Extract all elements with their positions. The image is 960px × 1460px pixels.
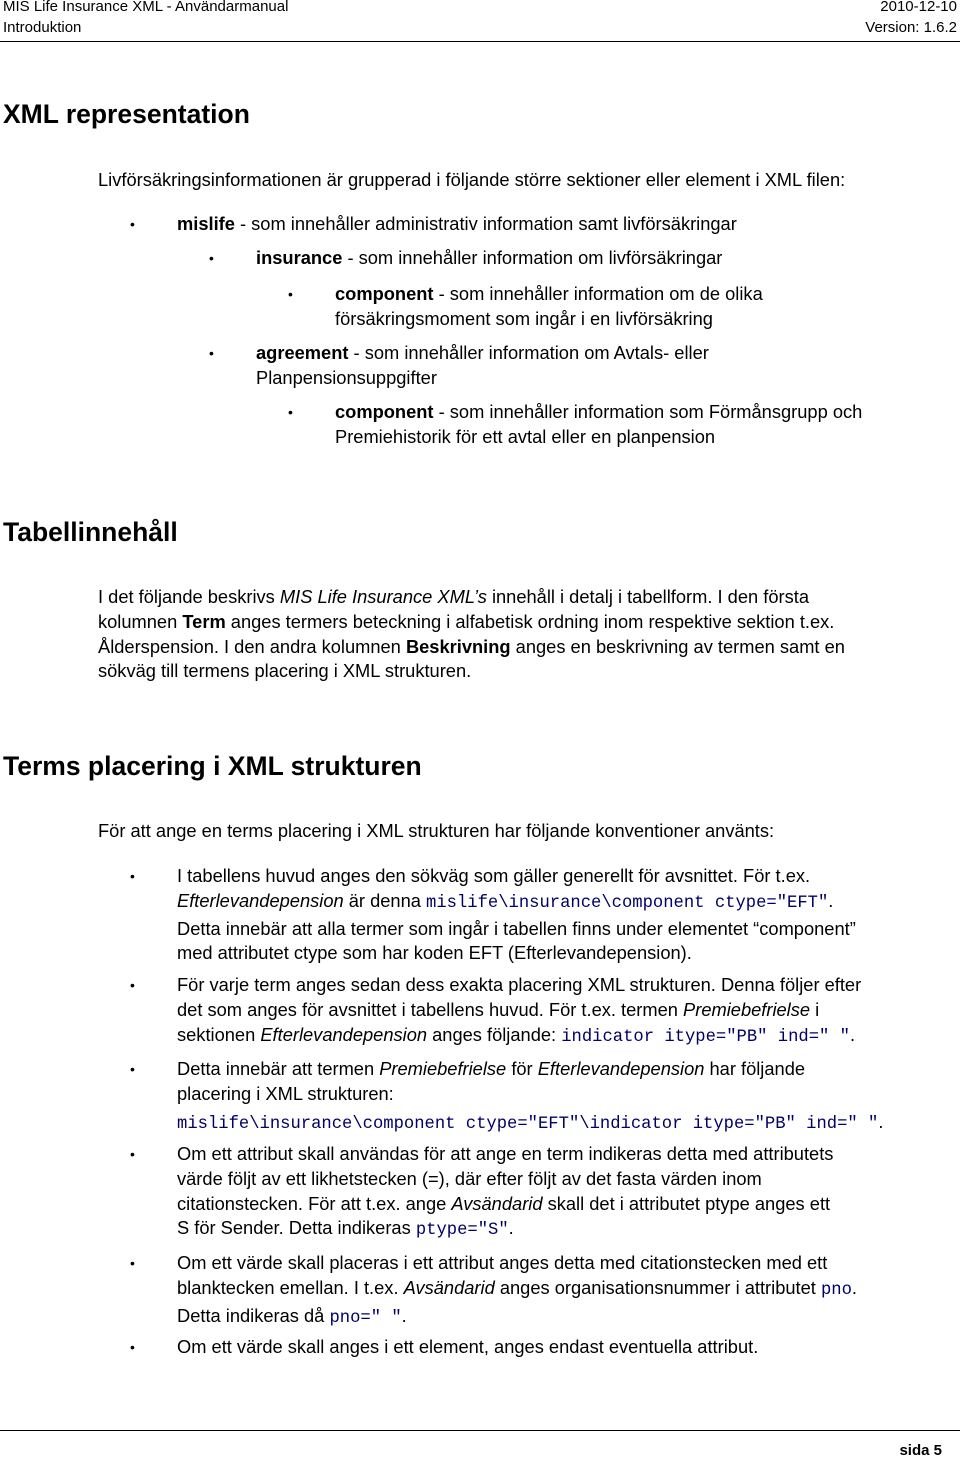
convention-item-exact-placement: För varje term anges sedan dess exakta placering XML strukturen. Denna följer efter det som anges för avsnittet i tabellens huvud. För t.ex. termen Premiebefrielse i sektionen Efterlevandepension anges följande: indicator itype="PB" ind=" ". — [177, 974, 862, 1047]
xml-representation-intro: Livförsäkringsinformationen är grupperad i följande större sektioner eller element i XML filen: — [98, 169, 846, 190]
header-divider — [0, 41, 960, 42]
footer-divider — [0, 1430, 960, 1431]
bullet-mark: • — [288, 404, 293, 420]
bullet-mark: • — [209, 250, 214, 266]
bullet-mark: • — [209, 345, 214, 361]
bullet-mark: • — [130, 1061, 135, 1077]
terms-placering-heading: Terms placering i XML strukturen — [3, 751, 422, 781]
code-snippet: mislife\insurance\component ctype="EFT"\indicator itype="PB" ind=" " — [177, 1114, 879, 1134]
code-snippet: indicator itype="PB" ind=" " — [561, 1027, 851, 1047]
convention-item-table-header: I tabellens huvud anges den sökväg som gäller generellt för avsnittet. För t.ex. Efterlevandepension är denna mislife\insurance\component ctype="EFT". Detta innebär att alla termer som ingår i tabellen finns under elementet “component” med attributet ctype som har koden EFT (Efterlevandepension). — [177, 865, 856, 964]
list-item-component-agreement: component - som innehåller information som Förmånsgrupp och Premiehistorik för ett avtal eller en planpension — [335, 401, 863, 447]
document-version: Version: 1.6.2 — [865, 19, 957, 36]
xml-representation-heading: XML representation — [3, 99, 250, 129]
bullet-mark: • — [130, 977, 135, 993]
document-date: 2010-12-10 — [880, 0, 957, 15]
convention-item-attribute-placeholder: Om ett värde skall placeras i ett attribut anges detta med citationstecken med ett blanktecken emellan. I t.ex. Avsändarid anges organisationsnummer i attributet pno. Detta indikeras då pno=" ". — [177, 1252, 857, 1328]
bullet-mark: • — [130, 216, 135, 232]
tabellinnehall-paragraph: I det följande beskrivs MIS Life Insurance XML’s innehåll i detalj i tabellform. I den första kolumnen Term anges termers beteckning i alfabetisk ordning inom respektive sektion t.ex. Ålderspension. I den andra kolumnen Beskrivning anges en beskrivning av termen samt en sökväg till termens placering i XML strukturen. — [98, 586, 845, 682]
bullet-mark: • — [130, 1146, 135, 1162]
code-snippet: pno=" " — [329, 1308, 402, 1328]
bullet-mark: • — [130, 1255, 135, 1271]
section-name: Introduktion — [3, 19, 82, 36]
list-item-insurance: insurance - som innehåller information om livförsäkringar — [256, 247, 723, 268]
code-snippet: pno — [820, 1280, 852, 1300]
tabellinnehall-heading: Tabellinnehåll — [3, 517, 178, 547]
terms-placering-intro: För att ange en terms placering i XML strukturen har följande konventioner använts: — [98, 820, 775, 841]
document-title: MIS Life Insurance XML - Användarmanual — [3, 0, 289, 15]
list-item-component-insurance: component - som innehåller information om de olika försäkringsmoment som ingår i en livförsäkring — [335, 283, 763, 329]
bullet-mark: • — [130, 868, 135, 884]
page-number: sida 5 — [899, 1442, 942, 1459]
code-snippet: mislife\insurance\component ctype="EFT" — [426, 893, 829, 913]
bullet-mark: • — [130, 1339, 135, 1355]
bullet-mark: • — [288, 286, 293, 302]
convention-item-attribute-value: Om ett attribut skall användas för att ange en term indikeras detta med attributets värde följt av ett likhetstecken (=), där efter följt av det fasta värden inom citationstecken. För att t.ex. ange Avsändarid skall det i attributet ptype anges ett S för Sender. Detta indikeras ptype="S". — [177, 1143, 834, 1241]
convention-item-element-value: Om ett värde skall anges i ett element, anges endast eventuella attribut. — [177, 1336, 759, 1357]
list-item-agreement: agreement - som innehåller information om Avtals- eller Planpensionsuppgifter — [256, 342, 709, 388]
list-item-mislife: mislife - som innehåller administrativ information samt livförsäkringar — [177, 213, 737, 234]
convention-item-full-path: Detta innebär att termen Premiebefrielse för Efterlevandepension har följande placering i XML strukturen: mislife\insurance\component ctype="EFT"\indicator itype="PB" ind=" ". — [177, 1058, 884, 1134]
code-snippet: ptype="S" — [415, 1221, 509, 1241]
